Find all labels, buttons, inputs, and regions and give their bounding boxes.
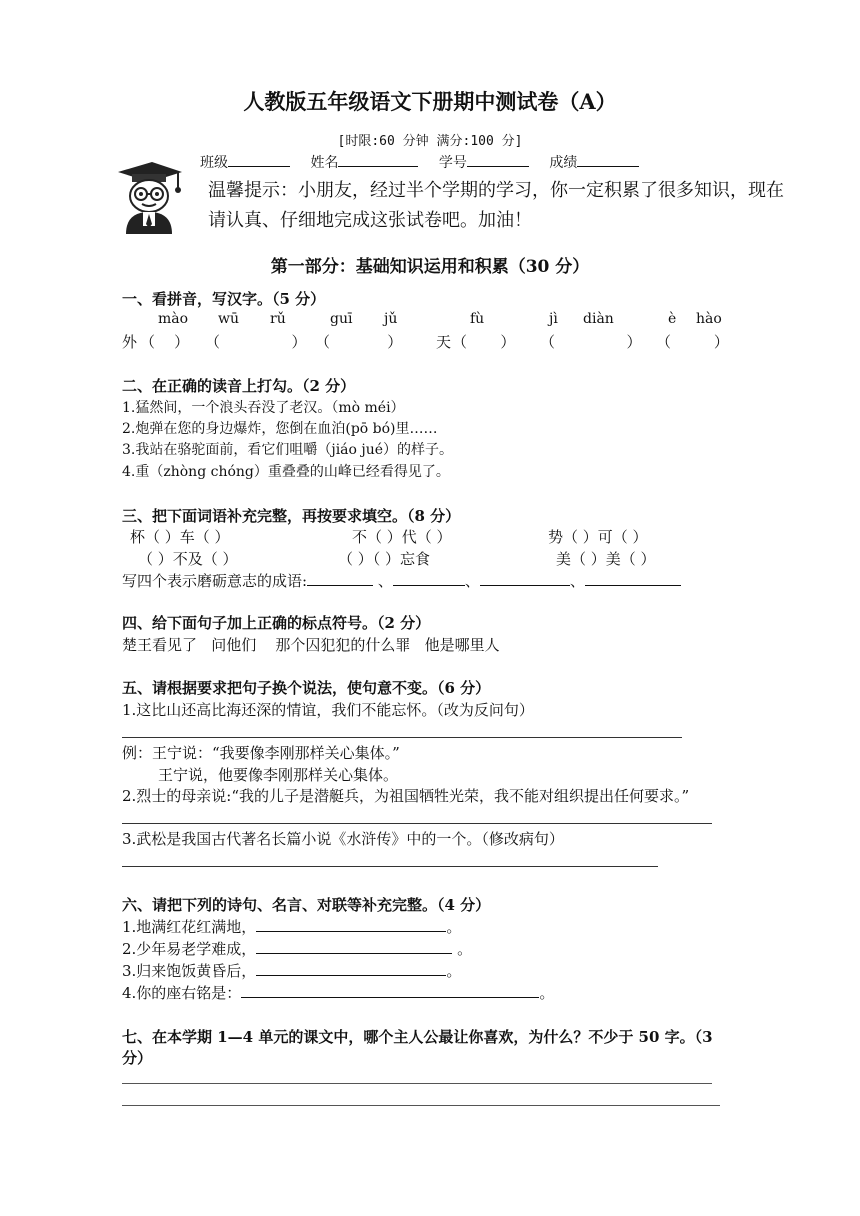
q5-item-1: 1.这比山还高比海还深的情谊，我们不能忘怀。（改为反问句） bbox=[122, 701, 534, 719]
q5-example-1: 例：王宁说：“我要像李刚那样关心集体。” bbox=[122, 744, 400, 762]
name-field[interactable] bbox=[338, 152, 418, 167]
q6-heading: 六、请把下列的诗句、名言、对联等补充完整。（4 分） bbox=[122, 896, 491, 914]
q6-item-2: 2.少年易老学难成， 。 bbox=[122, 940, 473, 958]
q3-fill-row: 写四个表示磨砺意志的成语: 、 、 、 bbox=[122, 570, 681, 591]
q6-blank[interactable] bbox=[241, 985, 539, 998]
q7-answer-line-2[interactable] bbox=[122, 1105, 720, 1106]
q1-answer-box[interactable]: （ ） bbox=[315, 333, 403, 351]
warm-tip: 温馨提示：小朋友，经过半个学期的学习，你一定积累了很多知识，现在请认真、仔细地完成这张试卷吧。加油！ bbox=[208, 180, 784, 231]
student-info-row bbox=[200, 152, 655, 172]
q6-item-3: 3.归来饱饭黄昏后， 。 bbox=[122, 962, 462, 980]
q1-prefix-wai: 外 bbox=[122, 333, 138, 351]
pinyin-ju: jǔ bbox=[384, 311, 398, 327]
q3-idiom[interactable]: （ ）不及（ ） bbox=[138, 550, 238, 568]
pinyin-fu: fù bbox=[470, 311, 485, 327]
pinyin-hao: hào bbox=[696, 311, 722, 327]
q3-fill-label: 写四个表示磨砺意志的成语: bbox=[122, 572, 308, 590]
q2-item-4: 4.重（zhòng chóng）重叠叠的山峰已经看得见了。 bbox=[122, 464, 450, 480]
student-id-field[interactable] bbox=[467, 152, 529, 167]
pinyin-ji: jì bbox=[549, 311, 558, 327]
q7-heading: 七、在本学期 1—4 单元的课文中，哪个主人公最让你喜欢，为什么？不少于 50 字。（3 bbox=[122, 1028, 713, 1046]
q4-heading: 四、给下面句子加上正确的标点符号。（2 分） bbox=[122, 614, 431, 632]
q3-blank[interactable] bbox=[307, 573, 373, 586]
q1-answer-box[interactable]: （ ） bbox=[205, 333, 307, 351]
time-score-limit: [时限:60 分钟 满分:100 分] bbox=[337, 134, 523, 149]
q1-heading: 一、看拼音，写汉字。（5 分） bbox=[122, 290, 326, 308]
q1-answer-box[interactable]: （ ） bbox=[140, 333, 190, 351]
q1-answer-box[interactable]: （ ） bbox=[656, 333, 729, 351]
pinyin-gui: guī bbox=[330, 311, 353, 327]
q1-mid-tian: 天 bbox=[436, 333, 452, 351]
score-field[interactable] bbox=[577, 152, 639, 167]
q2-item-3: 3.我站在骆驼面前，看它们咀嚼（jiáo jué）的样子。 bbox=[122, 442, 454, 458]
q3-idiom[interactable]: （ ）（ ）忘食 bbox=[338, 550, 431, 568]
pinyin-e: è bbox=[668, 311, 677, 327]
q6-item-4: 4.你的座右铭是： 。 bbox=[122, 984, 555, 1002]
q3-idiom[interactable]: 美（ ）美（ ） bbox=[556, 550, 656, 568]
doctor-cap-mascot-icon bbox=[112, 158, 184, 234]
q1-answer-box[interactable]: （ ） bbox=[540, 333, 642, 351]
part-one-title: 第一部分：基础知识运用和积累（30 分） bbox=[270, 257, 590, 277]
q6-blank[interactable] bbox=[256, 919, 446, 932]
q2-item-1: 1.猛然间，一个浪头吞没了老汉。（mò méi） bbox=[122, 400, 405, 416]
q5-item-3: 3.武松是我国古代著名长篇小说《水浒传》中的一个。（修改病句） bbox=[122, 830, 564, 848]
q6-item-1: 1.地满红花红满地， 。 bbox=[122, 918, 462, 936]
q3-blank[interactable] bbox=[585, 573, 681, 586]
q3-blank[interactable] bbox=[480, 573, 570, 586]
student-id-label: 学号 bbox=[438, 155, 467, 171]
q5-heading: 五、请根据要求把句子换个说法，使句意不变。（6 分） bbox=[122, 679, 491, 697]
q1-answer-box[interactable]: （ ） bbox=[452, 333, 516, 351]
q3-blank[interactable] bbox=[393, 573, 465, 586]
pinyin-mao: mào bbox=[158, 311, 189, 327]
q3-heading: 三、把下面词语补充完整，再按要求填空。（8 分） bbox=[122, 507, 461, 525]
q5-answer-line-2[interactable] bbox=[122, 823, 712, 824]
q6-blank[interactable] bbox=[256, 941, 452, 954]
q2-item-2: 2.炮弹在您的身边爆炸，您倒在血泊(pō bó)里…… bbox=[122, 421, 438, 437]
class-field[interactable] bbox=[228, 152, 290, 167]
q7-answer-line-1[interactable] bbox=[122, 1083, 712, 1084]
q5-answer-line-3[interactable] bbox=[122, 866, 658, 867]
q3-idiom[interactable]: 不（ ）代（ ） bbox=[352, 528, 452, 546]
q4-sentence: 楚王看见了 问他们 那个囚犯犯的什么罪 他是哪里人 bbox=[122, 636, 500, 654]
pinyin-ru: rǔ bbox=[270, 311, 286, 327]
score-label: 成绩 bbox=[549, 155, 578, 171]
pinyin-wu: wū bbox=[218, 311, 239, 327]
q3-idiom[interactable]: 杯（ ）车（ ） bbox=[130, 528, 230, 546]
q6-blank[interactable] bbox=[256, 963, 446, 976]
q5-item-2: 2.烈士的母亲说:“我的儿子是潜艇兵，为祖国牺牲光荣，我不能对组织提出任何要求。” bbox=[122, 787, 690, 805]
name-label: 姓名 bbox=[310, 155, 339, 171]
class-label: 班级 bbox=[200, 155, 228, 171]
q2-heading: 二、在正确的读音上打勾。（2 分） bbox=[122, 377, 356, 395]
exam-title: 人教版五年级语文下册期中测试卷（A） bbox=[243, 89, 617, 114]
q5-answer-line-1[interactable] bbox=[122, 737, 682, 738]
q3-idiom[interactable]: 势（ ）可（ ） bbox=[548, 528, 648, 546]
q7-heading-cont: 分） bbox=[122, 1049, 153, 1067]
pinyin-dian: diàn bbox=[583, 311, 614, 327]
q5-example-2: 王宁说，他要像李刚那样关心集体。 bbox=[158, 766, 399, 784]
